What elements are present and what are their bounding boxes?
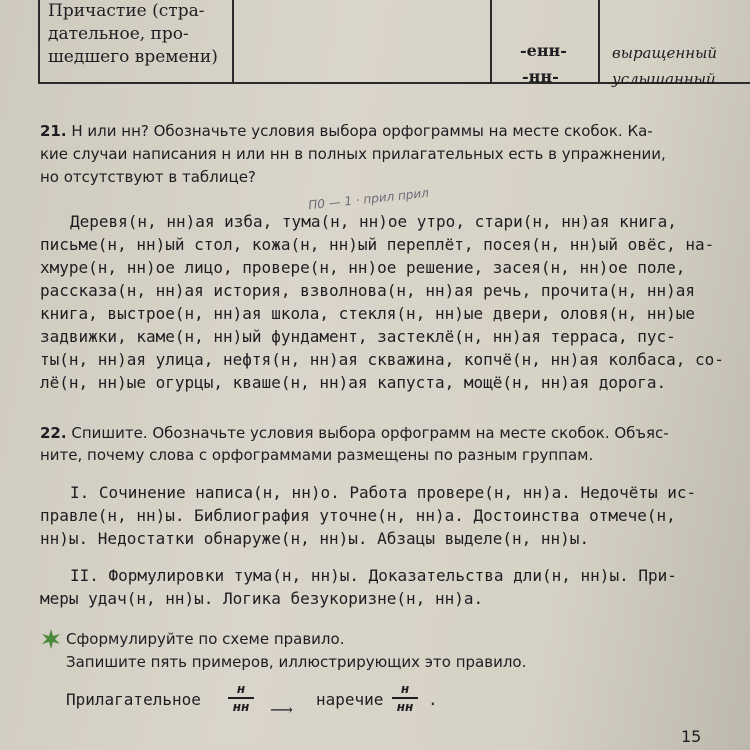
task21-line [40, 122, 653, 140]
cell-line: шедшего времени) [48, 47, 218, 67]
task-text: Н или нн? Обозначьте условия выбора орфограммы на месте скобок. Ка- [71, 122, 653, 140]
scheme-adverb: наречие [316, 690, 384, 709]
group2-line: меры удач(н, нн)ы. Логика безукоризне(н, нн)а. [40, 589, 484, 608]
exercise-line: Деревя(н, нн)ая изба, тума(н, нн)ое утро, стари(н, нн)ая книга, [70, 212, 677, 231]
rule-instruction: Сформулируйте по схеме правило. [66, 630, 345, 648]
exercise-line: книга, выстрое(н, нн)ая школа, стекля(н, нн)ые двери, оловя(н, нн)ые [40, 304, 696, 323]
handwritten-note: П0 — 1 · прил прил [307, 185, 430, 213]
task-number: 22. [40, 424, 67, 442]
scheme-fraction [390, 682, 420, 714]
exercise-line: задвижки, каме(н, нн)ый фундамент, застеклё(н, нн)ая терраса, пус- [40, 327, 676, 346]
exercise-line: рассказа(н, нн)ая история, взволнова(н, нн)ая речь, прочита(н, нн)ая [40, 281, 696, 300]
scheme-period: . [428, 690, 438, 709]
table-fragment [0, 0, 750, 86]
table-border [598, 0, 600, 84]
group1-line: нн)ы. Недостатки обнаруже(н, нн)ы. Абзацы выделе(н, нн)ы. [40, 529, 590, 548]
task21-line: кие случаи написания н или нн в полных прилагательных есть в упражнении, [40, 145, 666, 163]
table-border [38, 0, 40, 84]
cell-line: -енн- [520, 41, 567, 60]
task-text: Спишите. Обозначьте условия выбора орфограмм на месте скобок. Объяс- [71, 424, 669, 442]
fraction-bottom: нн [232, 699, 250, 714]
table-border [232, 0, 234, 84]
fraction-top: н [236, 682, 246, 696]
exercise-line: письме(н, нн)ый стол, кожа(н, нн)ый переплёт, посея(н, нн)ый овёс, на- [40, 235, 715, 254]
task-number: 21. [40, 122, 67, 140]
cell-line: дательное, про- [48, 24, 189, 44]
cell-line: выращенный [612, 44, 718, 62]
task22-line [40, 424, 669, 442]
group1-line: правле(н, нн)ы. Библиография уточне(н, нн)а. Достоинства отмече(н, [40, 506, 676, 525]
table-cell-participle [48, 0, 228, 69]
fraction-bar [228, 697, 254, 699]
cell-line: Причастие (стра- [48, 1, 205, 21]
task21-line: но отсутствуют в таблице? [40, 168, 256, 186]
fraction-bar [392, 697, 418, 699]
page-number: 15 [681, 727, 702, 746]
rule-instruction: Запишите пять примеров, иллюстрирующих это правило. [66, 653, 527, 671]
task22-line: ните, почему слова с орфограммами размещены по разным группам. [40, 446, 594, 464]
exercise-line: ты(н, нн)ая улица, нефтя(н, нн)ая скважина, копчё(н, нн)ая колбаса, со- [40, 350, 724, 369]
table-cell-suffix [520, 38, 567, 90]
table-cell-examples [612, 40, 717, 92]
exercise-line: лё(н, нн)ые огурцы, кваше(н, нн)ая капуста, мощё(н, нн)ая дорога. [40, 373, 667, 392]
scheme-adjective: Прилагательное [66, 690, 201, 709]
cell-line: услышанный [612, 70, 716, 88]
scheme-fraction [226, 682, 256, 714]
arrow-icon: ⟶ [270, 700, 293, 719]
fraction-bottom: нн [396, 699, 414, 714]
cell-line: -нн- [522, 67, 559, 86]
star-icon [40, 628, 62, 650]
table-border [490, 0, 492, 84]
group1-line: I. Сочинение написа(н, нн)о. Работа провере(н, нн)а. Недочёты ис- [70, 483, 697, 502]
exercise-line: хмуре(н, нн)ое лицо, провере(н, нн)ое решение, засея(н, нн)ое поле, [40, 258, 686, 277]
fraction-top: н [400, 682, 410, 696]
group2-line: II. Формулировки тума(н, нн)ы. Доказательства дли(н, нн)ы. При- [70, 566, 677, 585]
